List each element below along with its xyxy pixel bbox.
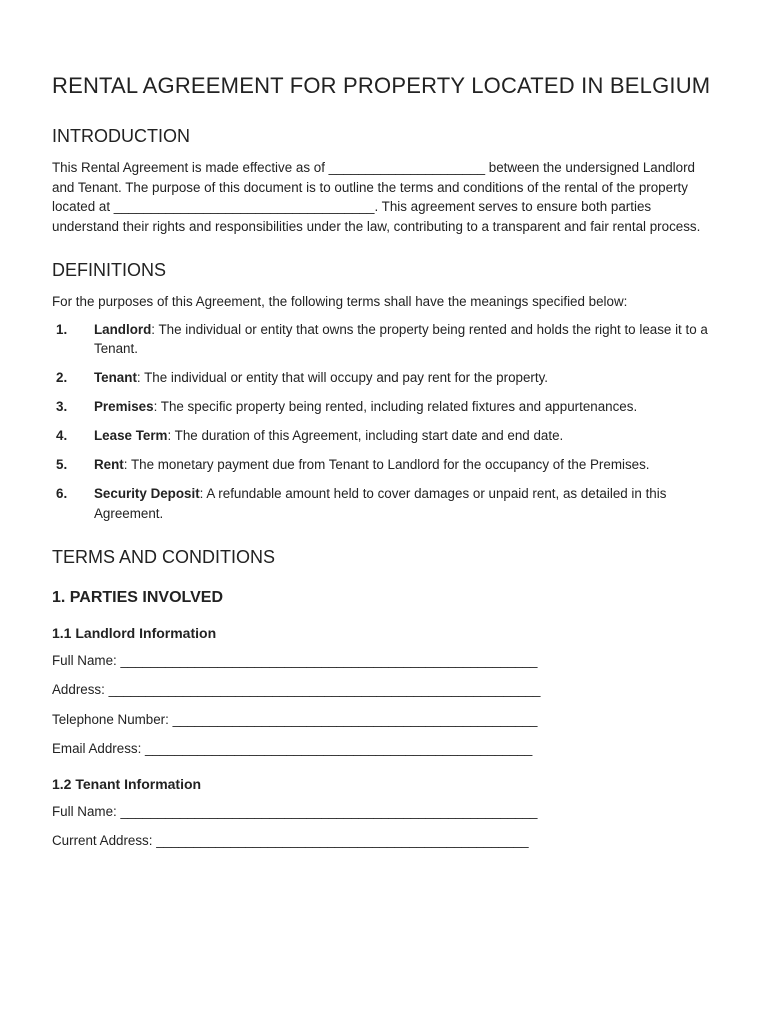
- landlord-address-field[interactable]: Address: __________________________________________________________: [52, 682, 541, 698]
- terms-heading: TERMS AND CONDITIONS: [52, 547, 276, 567]
- landlord-email-field[interactable]: Email Address: ____________________________________________________: [52, 740, 533, 756]
- document-title: RENTAL AGREEMENT FOR PROPERTY LOCATED IN BELGIUM: [52, 73, 711, 98]
- definition-text: : A refundable amount held to cover damages or unpaid rent, as detailed in this Agreement.: [94, 486, 667, 521]
- definition-text: : The monetary payment due from Tenant to Landlord for the occupancy of the Premises.: [123, 457, 650, 472]
- definition-number: 6.: [56, 486, 68, 501]
- definition-item: [52, 320, 718, 359]
- definitions-section: [52, 258, 718, 523]
- terms-section: [52, 545, 718, 851]
- parties-heading: 1. PARTIES INVOLVED: [52, 589, 223, 606]
- introduction-section: [52, 124, 718, 236]
- definition-item: [52, 484, 718, 523]
- tenant-info-heading: 1.2 Tenant Information: [52, 776, 202, 793]
- definitions-heading: DEFINITIONS: [52, 260, 167, 280]
- definition-item: [52, 455, 718, 475]
- definition-text: : The duration of this Agreement, including start date and end date.: [167, 428, 564, 443]
- definition-term: Security Deposit: [94, 486, 200, 501]
- introduction-body: This Rental Agreement is made effective as of _____________________ between the undersigned Landlord and Tenant. The purpose of this document is to outline the terms and conditions of the rental of the property located at ___________________________________. This agreement serves to ensure both parties understand their rights and responsibilities under the law, contributing to a transparent and fair rental process.: [52, 160, 701, 234]
- definition-term: Premises: [94, 399, 154, 414]
- definition-term: Lease Term: [94, 428, 168, 443]
- definitions-lead: For the purposes of this Agreement, the following terms shall have the meanings specified below:: [52, 294, 628, 309]
- definition-item: [52, 368, 718, 388]
- definition-text: : The individual or entity that owns the property being rented and holds the right to lease it to a Tenant.: [94, 321, 708, 356]
- definition-item: [52, 397, 718, 417]
- definitions-list: [52, 320, 718, 524]
- definition-number: 1.: [56, 321, 68, 337]
- landlord-full-name-field[interactable]: Full Name: ________________________________________________________: [52, 653, 538, 668]
- landlord-telephone-field[interactable]: Telephone Number: _________________________________________________: [52, 711, 538, 727]
- definition-number: 2.: [56, 370, 68, 385]
- definition-number: 4.: [56, 428, 68, 443]
- definition-item: [52, 426, 718, 446]
- definition-number: 5.: [56, 457, 68, 472]
- definition-term: Rent: [94, 457, 124, 472]
- tenant-current-address-field[interactable]: Current Address: __________________________________________________: [52, 833, 529, 849]
- definition-term: Landlord: [94, 321, 152, 337]
- definition-text: : The specific property being rented, including related fixtures and appurtenances.: [153, 399, 638, 414]
- tenant-full-name-field[interactable]: Full Name: ________________________________________________________: [52, 804, 538, 820]
- definition-term: Tenant: [94, 370, 137, 385]
- landlord-info-heading: 1.1 Landlord Information: [52, 625, 217, 641]
- definition-number: 3.: [56, 399, 68, 414]
- definition-text: : The individual or entity that will occupy and pay rent for the property.: [136, 370, 549, 385]
- introduction-heading: INTRODUCTION: [52, 126, 190, 146]
